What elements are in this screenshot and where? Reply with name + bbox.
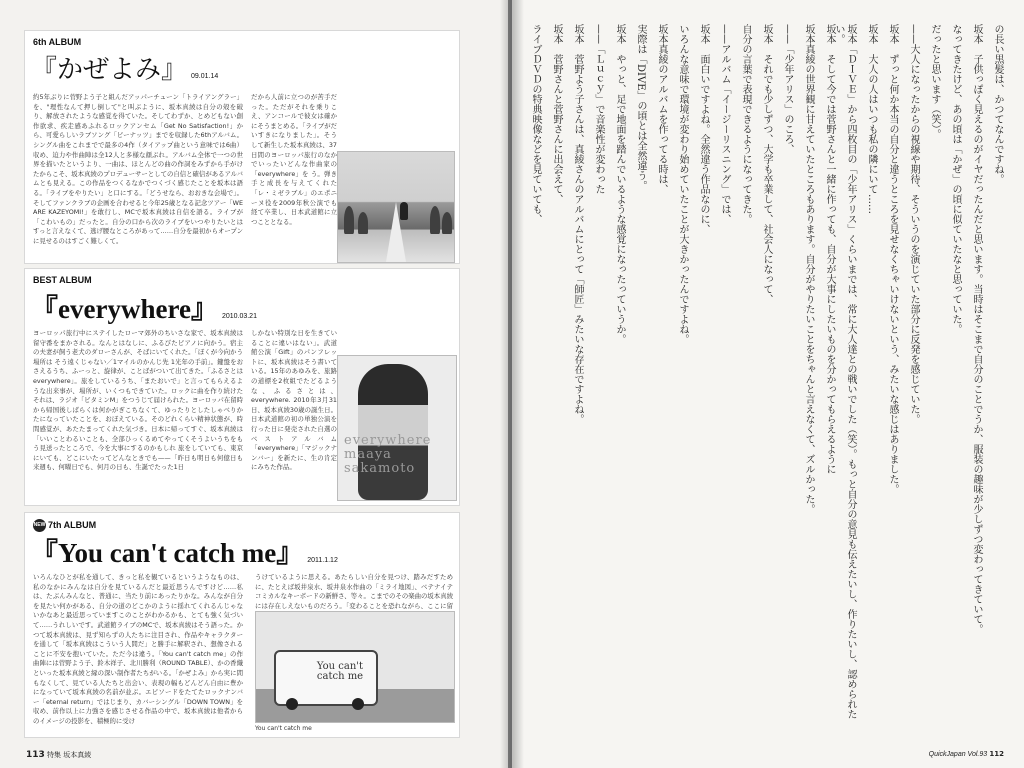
album-title-text: 『You can't catch me』 bbox=[31, 538, 304, 568]
interview-column: の長い黒髪は、かつてなんですね。 bbox=[992, 24, 1003, 184]
interview-column: 実際は「DIVE」の頃とは全然違う。 bbox=[635, 24, 646, 191]
interview-column: だったと思います（笑）。 bbox=[929, 24, 940, 139]
interview-column: なってきたけど、あの頃は「かぜ」の頃に似ていたなと思っていた。 bbox=[950, 24, 961, 334]
album-title-text: 『かぜよみ』 bbox=[31, 55, 188, 85]
interview-column: ——アルバム「イージーリスニング」では、 bbox=[719, 24, 730, 224]
interview-column: 坂本 やっと、足で地面を踏んでいるような感覚になったっていうか。 bbox=[614, 24, 625, 344]
page-footer-right bbox=[929, 750, 1004, 758]
person-silhouette bbox=[400, 202, 408, 220]
photo-caption: You can't catch me bbox=[255, 725, 312, 732]
album-card-everywhere bbox=[24, 268, 460, 506]
interview-column: いろんな意味で環境が変わり始めていたことが大きかったんですよね。 bbox=[677, 24, 688, 344]
album-card-you-cant-catch-me bbox=[24, 512, 460, 738]
album-title bbox=[31, 49, 218, 86]
album-label-text: 7th ALBUM bbox=[48, 519, 97, 530]
interview-column: ライブＤＶＤの特典映像などを見ていても、 bbox=[530, 24, 541, 224]
interview-column: 坂本 菅野よう子さんは、真綾さんのアルバムにとって「師匠」みたいな存在ですよね。 bbox=[572, 24, 583, 424]
right-page bbox=[512, 0, 1024, 768]
album-card-kazeyomi bbox=[24, 30, 460, 264]
album-review-text: ヨーロッパ旅行中にステイしたローマ郊外のちいさな家で、坂本真綾は留守番をまかされる。なんとはなしに、ふるびたピアノに向かう。宿主の夫妻が飼う老犬のダローさんが、そばにいてくれた。「ぼくが今向かう場所は そう遠くじゃない／1マイルのかんじ先 1光年の手前」。鍵盤をおさえるうち、ふーっと、旋律が、ことばがついて出てきた。「ふるさとは everywhere」。旅をしているうち、「またおいで」と言ってもらえるような出来事が、場所が、いくつもできていた。ロックに曲を作り続けたそれは、ラジオ「ビタミンM」をつうじて届けられた。ヨーロッパ在留時から帰国後しばらくは何かがぎこちなくて、ゆったりとしたしゃべりかたになっていたことを、おぼえている。そのどれくらい精神状態が、時間感覚が、あたたまってくれた気づき。日本に帰ってすぐ、坂本真綾は「いいことわるいことも、全部ひっくるめてやってくそうよいうちをもう見送ったところで、今を大事にするのかもしれ 旅をしていても、東京にいても、どこにいたってどんなときでも——「昨日も明日も何億日も来週も、何曜日でも、何月の日も、生誕でたった1日 bbox=[33, 329, 243, 472]
interview-column: 坂本 子供っぽく見えるのがイヤだったんだと思います。当時はそこまで自分のことでうか、服装の趣味が少しずつ変わってきていて。 bbox=[971, 24, 982, 634]
tree-graphic bbox=[442, 212, 452, 234]
interview-column: 坂本 それでも少しずつ、大学も卒業して、社会人になって、 bbox=[761, 24, 772, 304]
album-label: BEST ALBUM bbox=[33, 275, 92, 285]
album-label: 6th ALBUM bbox=[33, 37, 82, 47]
tree-graphic bbox=[358, 212, 368, 234]
photo-cover-caption: everywhere maaya sakamoto bbox=[344, 433, 432, 476]
section-title: 特集 坂本真綾 bbox=[47, 751, 92, 759]
page-footer-left bbox=[26, 750, 91, 760]
album-photo-road bbox=[337, 151, 455, 263]
tree-graphic bbox=[344, 206, 354, 234]
interview-column: 坂本 面白いですよね。全然違う作品なのに、 bbox=[698, 24, 709, 234]
album-title-text: 『everywhere』 bbox=[31, 294, 218, 324]
album-date: 2011.1.12 bbox=[307, 557, 338, 564]
interview-column: ——「少年アリス」のころ、 bbox=[782, 24, 793, 154]
wheel-graphic bbox=[286, 698, 298, 710]
portrait-figure bbox=[358, 364, 428, 500]
interview-column: 坂本真綾の世界観に甘えていたところもあります。自分がやりたいことをちゃんと言えなくて、ズルかった。 bbox=[803, 24, 814, 514]
interview-column: 自分の言葉で表現できるようになってきた。 bbox=[740, 24, 751, 224]
new-badge: NEW bbox=[33, 519, 46, 532]
interview-column: ——「Ｌｕｃｙ」で音楽性が変わった bbox=[593, 24, 604, 194]
album-review-text: 約5年ぶりに菅野よう子と組んだアッパーチューン「トライアングラー」を、"理性なんて押し倒して"と叫ぶように、坂本真綾は自分の殻を破り、解放されたような感覚を得ていた。そしてわずか、とめどもない創作欲求、疾走感あふれるロックアンセム「Get No Satisfaction!」から、可愛らしいラブソング「ピーナッツ」までを収録した6thアルバム。シングル曲をこれまでで最多の4作（タイアップ曲という意味では6曲）収め、迫力や作曲陣は全12人と多様な顔ぶれ。アルバム全体で一つの世界を描いたというより、一曲は、ほとんどの曲の作詞をみずから手がけたからこそ、坂本真綾のプロデューサーとしての自信と確信があるアルバムとも見える。この作品をつくるなかでつくづく感じたことを坂本は語る。「ライブをやりたい」と口にする。「どうせなら、おおきな会場で」。そしてファンクラブの企画を合わせると今年25歳となる記念ツアー「WE ARE KAZEYOMI!」を敢行し、MCで坂本真綾は自信を語る。ライブが「こわいもの」だったと。自分の口から次のライブをいつやりたいとはすっと言えなくて、逃げ腰なところがあって……自分を最初からオープンに見せるのはすごく難しくて。 bbox=[33, 93, 243, 245]
page-number: 113 bbox=[26, 750, 45, 760]
interview-column: ——大人になったからの視線や期待、そういうのを演じていた部分に反発を感じていた。 bbox=[908, 24, 919, 424]
interview-column: 坂本 大人の人はいつも私の隣にいて…… bbox=[866, 24, 877, 214]
album-review-text: いろんなひとが私を通して、きっと私を観ているというようなものは、私のなかにみんなは自分を見ているんだと最近思うんですけど……私は、たぶんみんなと、普通に、当たり前にあったりかな。みんなが自分を見たい何かがある、自分の道のどこかのように揺れてくれるんじゃないかなあと最近思っていますこのことがわかるかも、とても強く気づいて……うれしいです。武道館ライブのMCで、坂本真綾はそう語った。かつて坂本真綾は、見ず知らずの人たちに注目され、作品やキャラクターを通して「坂本真綾はこういう人間だ」と勝手に解釈され、想像されることに不安を抱いていた。ただ今は違う。「You can't catch me」の作曲陣には菅野よう子、鈴木祥子、北川勝利（ROUND TABLE）、かの香織といった坂本真綾と縁の深い制作者たちがいる。「かぜよみ」から実に間もなくして、見ている人たちと出会い、表現の幅もどんどん自由に豊かになっていて坂本真綾の名前が並ぶ。エピソードをたてたロックナンバー「eternal return」ではじまり、カバーシングル「DOWN TOWN」を収め、前作以上に力強さを感じさせる作品の中で、坂本真綾は他者からのイメージの投影を、積極的に受け bbox=[33, 573, 243, 725]
album-date: 09.01.14 bbox=[191, 73, 219, 80]
album-review-text-side: だから人前に立つのが苦手だった。ただがそれを乗りこえ、アンコールで彼女は確かにそうまとめる。「ライブがだいすきになりました」。そうして新生した坂本真綾は、37日間のヨーロッパ旅行のなかでいったいどんな作曲家の「everywhere」を う。弾き手と成長を与えてくれた「レ・ミゼラブル」のエポニーヌ役を2009年秋公演でも経て卒業し、日本武道館に立つこととなる。 bbox=[251, 93, 337, 226]
bus-graphic bbox=[274, 650, 378, 706]
interview-column: 坂本 そして今では菅野さんと一緒に作っても、自分が大事にしたいものを分かってもらえるように bbox=[824, 24, 835, 474]
album-photo-portrait bbox=[337, 355, 457, 501]
left-page bbox=[0, 0, 508, 768]
tree-graphic bbox=[430, 206, 440, 234]
bus-side-text: You can't catch me bbox=[316, 661, 364, 682]
album-photo-bus bbox=[255, 611, 455, 723]
interview-column: 坂本「ＤＩＶＥ」から四枚目の「少年アリス」くらいまでは、常に大人達との戦いでした（笑）。もっと自分の意見も伝えたいし、作りたいし、認められたい。 bbox=[833, 24, 856, 719]
album-review-text-side: うけているように思える。あたらしい自分を見つけ、踏みだすために、たとえば坂井泉水、坂井泉水作曲の「ミライ地図」、ベテナイテコミカルなキーボードの新鮮さ、等々。こまでのその楽曲の坂本真綾には存在しえないものだろう。「変わることを恐れながら、ここに留 bbox=[255, 573, 453, 610]
album-date: 2010.03.21 bbox=[221, 313, 257, 320]
album-title bbox=[31, 287, 257, 326]
wheel-graphic bbox=[352, 698, 364, 710]
interview-column: 坂本 ずっと何か本当の自分と違うところを見せなくちゃいけないという、みたいな感じはありました。 bbox=[887, 24, 898, 494]
interview-column: 坂本 菅野さんと菅野さんに出会えて、 bbox=[551, 24, 562, 204]
album-review-text-side: しかない特別な日を生きていることに違いはない」。武道館公演「Gift」のパンフレットに、坂本真綾はそう書いている。15年のあゆみを、旅路の道標を2枚組でたどるような、ふるさとは、everywhere. 2010年3月31日、坂本真綾30歳の誕生日。日本武道館の初の単独公演を行った日に発売された自選のベストアルバム「everywhere」「マジックナンバー」を新たに、生の肯定にみちた作品。 bbox=[251, 329, 337, 472]
album-title bbox=[31, 531, 338, 570]
interview-column: 坂本真綾のアルバムを作ってる時は、 bbox=[656, 24, 667, 194]
page-number: 112 bbox=[989, 750, 1004, 758]
magazine-title: QuickJapan Vol.93 bbox=[928, 751, 988, 758]
